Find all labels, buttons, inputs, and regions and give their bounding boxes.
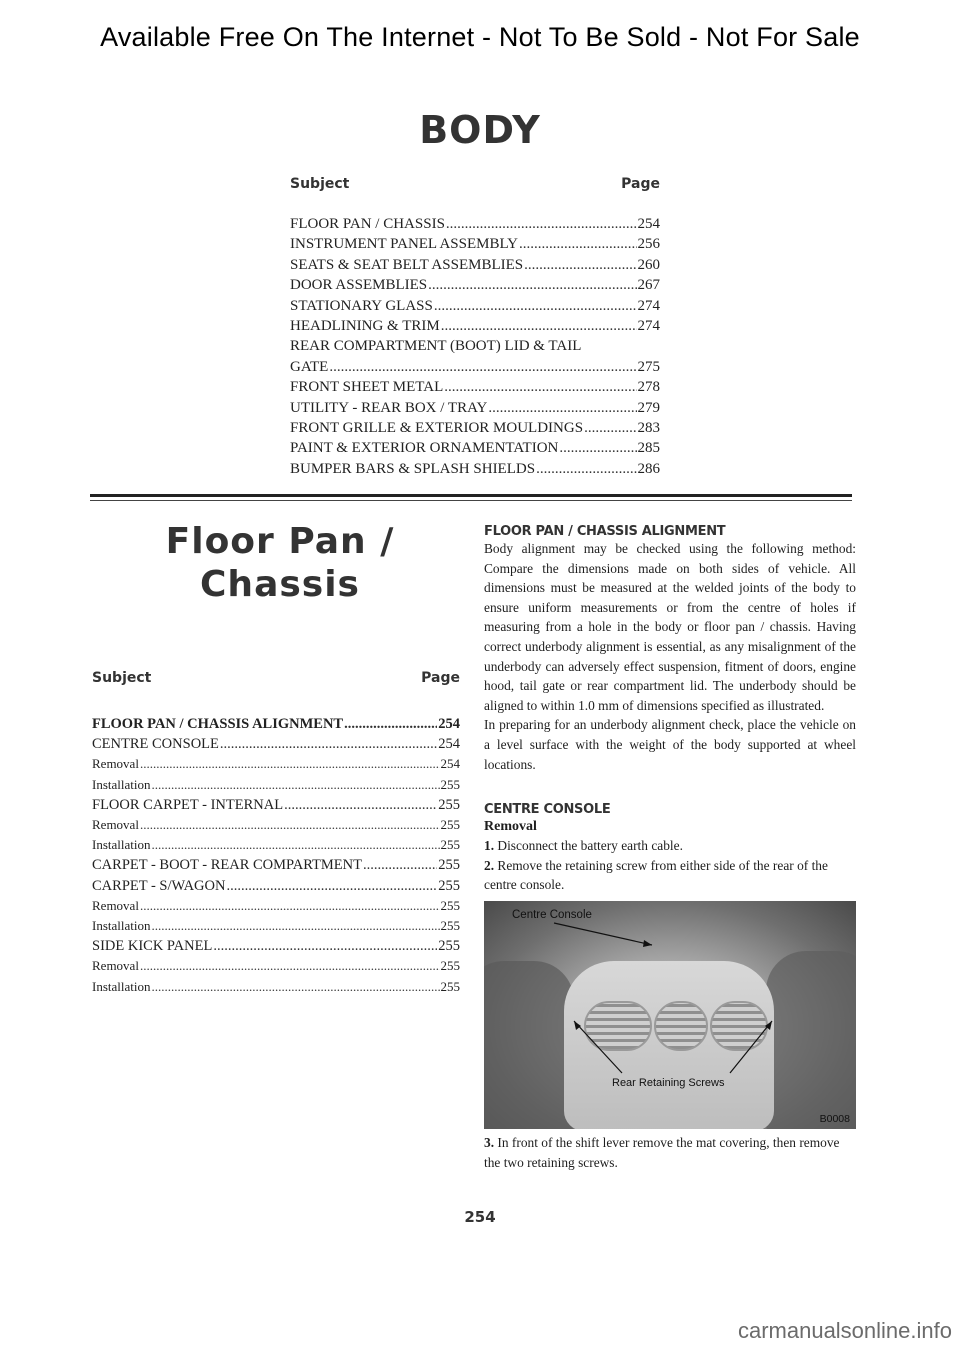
step-text: Remove the retaining screw from either side of the rear of the centre console. (484, 857, 828, 893)
entry-label: FLOOR PAN / CHASSIS ALIGNMENT (92, 716, 344, 732)
entry-page: 255 (440, 837, 460, 853)
section-divider (90, 494, 852, 497)
entry-label: CARPET - S/WAGON (92, 877, 226, 894)
step-item (484, 1133, 856, 1172)
dot-leader (329, 357, 636, 377)
entry-page: 254 (637, 216, 660, 232)
dot-leader (519, 234, 637, 254)
dot-leader (140, 815, 440, 835)
entry-label: Removal (92, 756, 139, 772)
contents-entry (92, 714, 460, 734)
entry-label: FLOOR CARPET - INTERNAL (92, 796, 284, 813)
dot-leader (140, 896, 440, 916)
subject-column-label: Subject (290, 176, 350, 192)
console-heading: CENTRE CONSOLE (484, 802, 611, 818)
photo-code: B0008 (819, 1112, 850, 1125)
section-divider-thin (90, 500, 852, 501)
entry-label: DOOR ASSEMBLIES (290, 277, 428, 294)
contents-entry (92, 977, 460, 997)
entry-page: 255 (438, 938, 460, 955)
dot-leader (152, 835, 440, 855)
entry-page: 286 (637, 460, 660, 477)
chapter-contents (290, 176, 660, 479)
entry-label: SEATS & SEAT BELT ASSEMBLIES (290, 256, 524, 273)
entry-label: BUMPER BARS & SPLASH SHIELDS (290, 460, 536, 477)
section-title-line: Chassis (200, 564, 360, 605)
dot-leader (220, 734, 437, 754)
step-text: In front of the shift lever remove the mat covering, then remove the two retaining screws. (484, 1134, 840, 1170)
alignment-heading: FLOOR PAN / CHASSIS ALIGNMENT (484, 524, 726, 539)
watermark-link[interactable]: carmanualsonline.info (737, 1318, 952, 1343)
photo-label-console: Centre Console (512, 908, 592, 921)
dot-leader (284, 795, 437, 815)
contents-entry (290, 357, 660, 377)
callout-line (730, 1021, 772, 1073)
dot-leader (444, 377, 636, 397)
dot-leader (524, 255, 636, 275)
entry-label: Removal (92, 817, 139, 833)
dot-leader (152, 775, 440, 795)
entry-page: 279 (637, 399, 660, 416)
dot-leader (226, 876, 437, 896)
dot-leader (428, 275, 636, 295)
contents-entry (290, 377, 660, 397)
entry-page: 255 (440, 958, 460, 974)
console-photo (484, 901, 856, 1129)
contents-entry (290, 418, 660, 438)
entry-page: 255 (438, 796, 460, 813)
entry-label: INSTRUMENT PANEL ASSEMBLY (290, 236, 518, 253)
contents-entry (290, 336, 660, 356)
entry-label: GATE (290, 358, 329, 375)
entry-page: 254 (440, 756, 460, 772)
entry-label: FLOOR PAN / CHASSIS (290, 216, 445, 232)
entry-page: 255 (440, 897, 460, 913)
entry-label: HEADLINING & TRIM (290, 318, 440, 335)
entry-label: CENTRE CONSOLE (92, 736, 219, 753)
step-item (484, 836, 856, 856)
step-number: 1. (484, 838, 495, 854)
contents-list (92, 714, 460, 997)
contents-entry (92, 956, 460, 976)
section-title-line: Floor Pan / (165, 521, 395, 562)
entry-label: Removal (92, 958, 139, 974)
dot-leader (434, 296, 637, 316)
step-number: 2. (484, 857, 495, 873)
entry-page: 267 (637, 277, 660, 294)
entry-page: 275 (637, 358, 660, 375)
entry-label: Installation (92, 978, 151, 994)
step-text: Disconnect the battery earth cable. (494, 838, 683, 854)
entry-page: 255 (440, 918, 460, 934)
entry-page: 285 (637, 440, 660, 457)
entry-label: FRONT SHEET METAL (290, 379, 444, 396)
contents-entry (290, 316, 660, 336)
entry-label: Installation (92, 776, 151, 792)
dot-leader (140, 956, 440, 976)
entry-label: FRONT GRILLE & EXTERIOR MOULDINGS (290, 420, 584, 437)
entry-page: 283 (637, 420, 660, 437)
contents-entry (290, 438, 660, 458)
dot-leader (213, 936, 437, 956)
dot-leader (536, 459, 636, 479)
subject-column-label: Subject (92, 670, 152, 686)
entry-page: 255 (438, 857, 460, 874)
contents-entry (92, 734, 460, 754)
entry-label: Installation (92, 837, 151, 853)
contents-entry (92, 936, 460, 956)
section-title (100, 520, 460, 606)
entry-page: 274 (637, 297, 660, 314)
contents-entry (92, 754, 460, 774)
contents-entry (290, 398, 660, 418)
entry-page: 255 (440, 817, 460, 833)
entry-page: 254 (438, 716, 460, 732)
contents-header (290, 176, 660, 192)
contents-list (290, 214, 660, 479)
entry-page: 254 (438, 736, 460, 753)
entry-page: 255 (438, 877, 460, 894)
contents-entry (290, 296, 660, 316)
contents-entry (92, 855, 460, 875)
callout-lines (484, 901, 856, 1129)
dot-leader (152, 916, 440, 936)
arrow-head (643, 940, 652, 947)
dot-leader (488, 398, 636, 418)
contents-header (92, 670, 460, 686)
contents-entry (92, 795, 460, 815)
contents-entry (92, 876, 460, 896)
contents-entry (290, 234, 660, 254)
contents-entry (92, 815, 460, 835)
callout-line (554, 923, 652, 945)
arrow-head (574, 1021, 581, 1030)
page-number: 254 (464, 1208, 496, 1226)
contents-entry (92, 835, 460, 855)
entry-page: 255 (440, 978, 460, 994)
dot-leader (344, 714, 437, 734)
section-contents (92, 670, 460, 997)
step-item (484, 856, 856, 895)
removal-subheading: Removal (484, 819, 537, 835)
entry-page: 255 (440, 776, 460, 792)
entry-label: Removal (92, 897, 139, 913)
entry-label: Installation (92, 918, 151, 934)
entry-label: CARPET - BOOT - REAR COMPARTMENT (92, 857, 362, 874)
article-column (484, 524, 856, 1172)
entry-label: STATIONARY GLASS (290, 297, 433, 314)
entry-label: UTILITY - REAR BOX / TRAY (290, 399, 488, 416)
dot-leader (559, 438, 636, 458)
dot-leader (152, 977, 440, 997)
alignment-paragraph: Body alignment may be checked using the following method: Compare the dimensions made on both sides of vehicle. All dimensions must be measured at the welded joints of the body to ensure uniform measurements or from the centre of holes if measuring from a hole in the body or floor pan / chassis. Having correct underbody alignment is essential, as any misalignment of the underbody can adversely effect suspension, fitment of doors, engine hood, tail gate or rear compartment lid. The underbody should be aligned to within 1.0 mm of dimensions specified as illustrated. (484, 541, 856, 713)
entry-label: REAR COMPARTMENT (BOOT) LID & TAIL (290, 338, 582, 355)
dot-leader (584, 418, 636, 438)
dot-leader (446, 214, 637, 234)
entry-page: 260 (637, 256, 660, 273)
entry-label: SIDE KICK PANEL (92, 938, 213, 955)
dot-leader (363, 855, 437, 875)
contents-entry (290, 214, 660, 234)
step-number: 3. (484, 1134, 495, 1150)
page-column-label: Page (621, 176, 660, 192)
entry-page: 256 (637, 236, 660, 253)
entry-label: PAINT & EXTERIOR ORNAMENTATION (290, 440, 559, 457)
photo-label-screws: Rear Retaining Screws (612, 1076, 725, 1089)
banner-notice: Available Free On The Internet - Not To Be Sold - Not For Sale (100, 22, 860, 52)
contents-entry (290, 275, 660, 295)
chapter-title: BODY (419, 108, 541, 152)
contents-entry (92, 775, 460, 795)
dot-leader (140, 754, 440, 774)
page-column-label: Page (421, 670, 460, 686)
dot-leader (441, 316, 637, 336)
contents-entry (290, 459, 660, 479)
contents-entry (92, 916, 460, 936)
callout-line (574, 1021, 622, 1073)
contents-entry (92, 896, 460, 916)
entry-page: 278 (637, 379, 660, 396)
alignment-paragraph: In preparing for an underbody alignment check, place the vehicle on a level surface with the weight of the body supported at wheel locations. (484, 717, 856, 772)
contents-entry (290, 255, 660, 275)
entry-page: 274 (637, 318, 660, 335)
